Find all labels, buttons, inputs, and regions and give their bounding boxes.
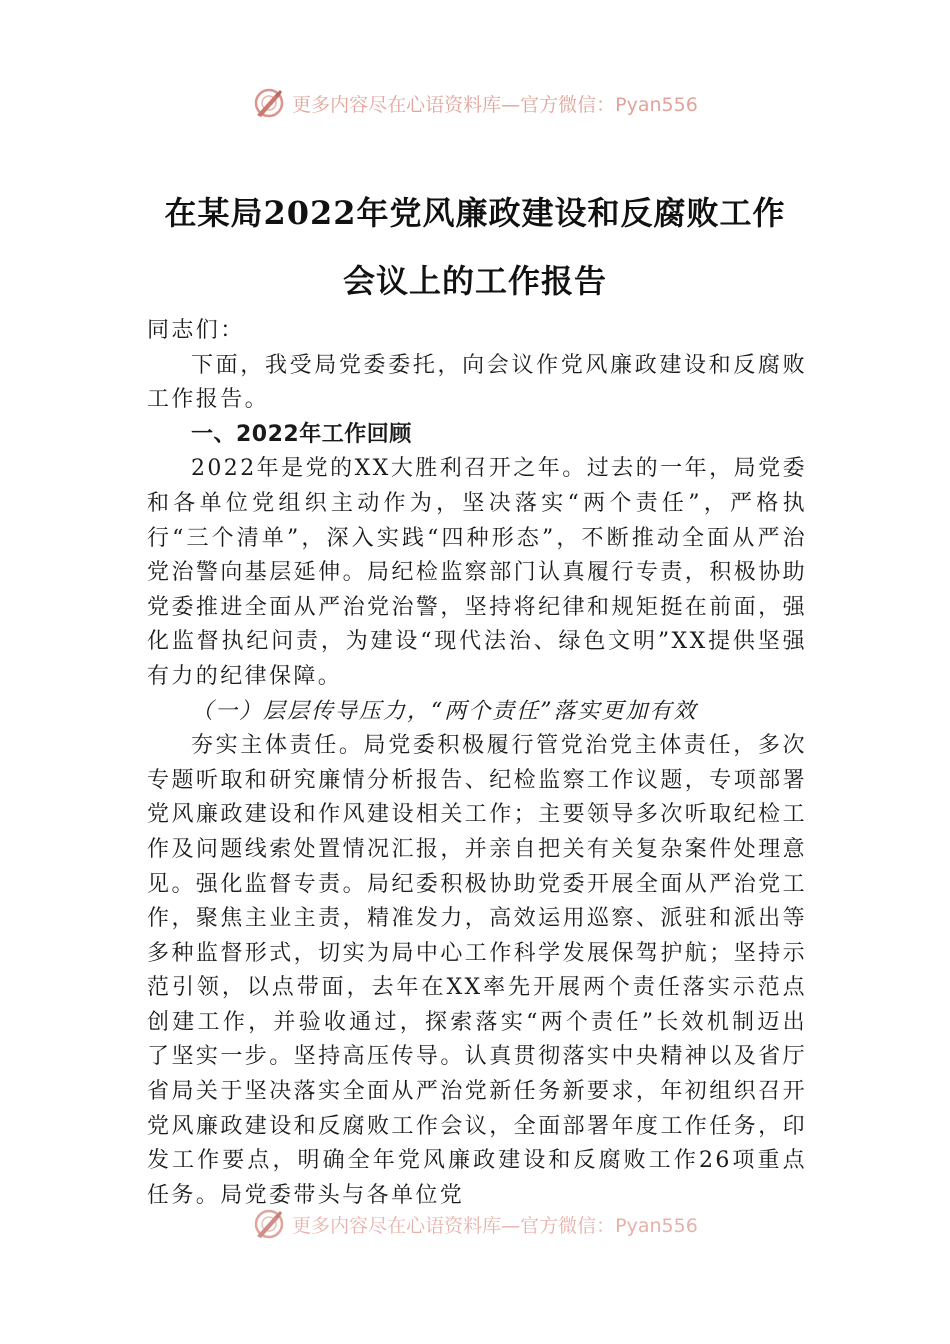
pen-circle-logo-icon — [252, 86, 286, 120]
salutation: 同志们： — [147, 318, 245, 343]
watermark-text: 更多内容尽在心语资料库—官方微信：Pyan556 — [292, 93, 698, 116]
subsection-heading: （一）层层传导压力，“两个责任”落实更加有效 — [191, 698, 698, 724]
document-body — [147, 314, 807, 1213]
document-title-line2: 会议上的工作报告 — [342, 262, 607, 300]
document-title-line1: 在某局2022年党风廉政建设和反腐败工作 — [164, 194, 786, 232]
watermark-bottom — [0, 1207, 950, 1241]
subsection-paragraph: 夯实主体责任。局党委积极履行管党治党主体责任，多次专题听取和研究廉情分析报告、纪检监察工作议题，专项部署党风廉政建设和作风建设相关工作；主要领导多次听取纪检工作及问题线索处置情况汇报，并亲自把关有关复杂案件处理意见。强化监督专责。局纪委积极协助党委开展全面从严治党工作，聚焦主业主责，精准发力，高效运用巡察、派驻和派出等多种监督形式，切实为局中心工作科学发展保驾护航；坚持示范引领，以点带面，去年在XX率先开展两个责任落实示范点创建工作，并验收通过，探索落实“两个责任”长效机制迈出了坚实一步。坚持高压传导。认真贯彻落实中央精神以及省厅省局关于坚决落实全面从严治党新任务新要求，年初组织召开党风廉政建设和反腐败工作会议，全面部署年度工作任务，印发工作要点，明确全年党风廉政建设和反腐败工作26项重点任务。局党委带头与各单位党 — [147, 733, 807, 1208]
watermark-top — [0, 86, 950, 120]
section-heading: 一、2022年工作回顾 — [191, 421, 412, 447]
section-paragraph: 2022年是党的XX大胜利召开之年。过去的一年，局党委和各单位党组织主动作为，坚决落实“两个责任”，严格执行“三个清单”，深入实践“四种形态”，不断推动全面从严治党治警向基层延伸。局纪检监察部门认真履行专责，积极协助党委推进全面从严治党治警，坚持将纪律和规矩挺在前面，强化监督执纪问责，为建设“现代法治、绿色文明”XX提供坚强有力的纪律保障。 — [147, 456, 807, 689]
intro-paragraph: 下面，我受局党委委托，向会议作党风廉政建设和反腐败工作报告。 — [147, 352, 807, 413]
watermark-text: 更多内容尽在心语资料库—官方微信：Pyan556 — [292, 1214, 698, 1237]
pen-circle-logo-icon — [252, 1207, 286, 1241]
